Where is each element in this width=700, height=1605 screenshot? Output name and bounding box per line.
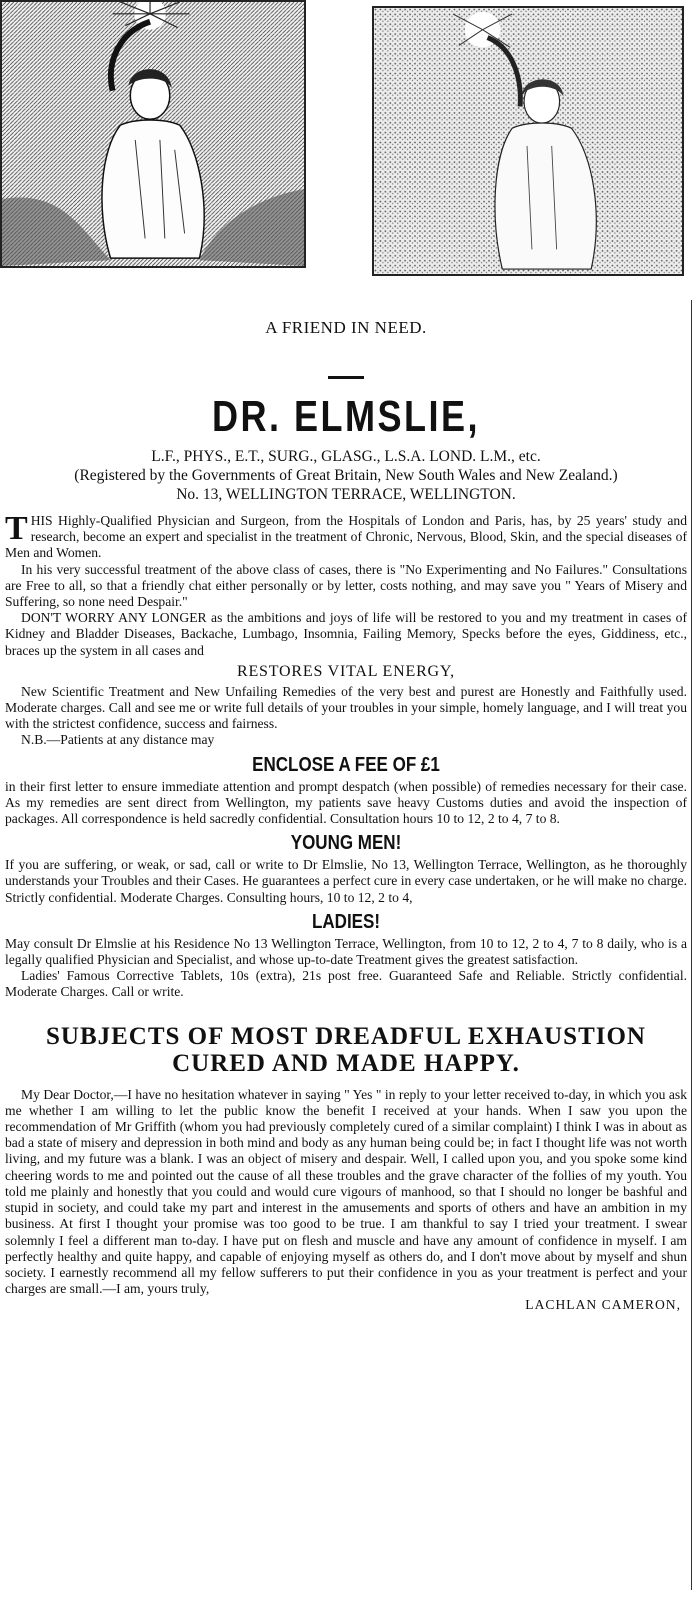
fee-heading: ENCLOSE A FEE OF £1 <box>252 753 440 776</box>
kicker-heading: A FRIEND IN NEED. <box>265 318 427 337</box>
dont-worry-paragraph: DON'T WORRY ANY LONGER as the ambitions and joys of life will be restored to you and my treatment in cases of Kidney and Bladder Diseases, Backache, Lumbago, Insomnia, Failing Memory, Specks before the eyes, Giddiness, etc., braces up the system in all cases and <box>5 610 687 658</box>
ladies-heading: LADIES! <box>312 910 380 933</box>
doctor-name-heading: DR. ELMSLIE, <box>211 392 481 441</box>
intro-paragraph <box>5 510 687 562</box>
experimenting-paragraph: In his very successful treatment of the above class of cases, there is "No Experimenting and No Failures." Consultations are Free to all, so that a friendly chat either personally or by letter, costs nothing, and may save you " Years of Misery and Suffering, so none need Despair." <box>5 561 687 610</box>
testimonial-signature: LACHLAN CAMERON, <box>525 1297 681 1313</box>
woman-with-lamp-illustration-left <box>0 0 306 268</box>
registration-line: (Registered by the Governments of Great Britain, New South Wales and New Zealand.) <box>74 467 618 484</box>
vital-energy-heading: RESTORES VITAL ENERGY, <box>237 662 455 680</box>
young-men-heading: YOUNG MEN! <box>290 832 402 855</box>
testimonial-heading <box>5 1023 687 1077</box>
fee-paragraph: in their first letter to ensure immediate attention and prompt despatch (when possible) of remedies necessary for their case. As my remedies are sent direct from Wellington, my patients save heavy Customs duties and avoid the inspection of packages. All correspondence is held sacredly confidential. Consultation hours 10 to 12, 2 to 4, 7 to 8. <box>5 778 687 827</box>
drop-cap: T <box>5 510 28 547</box>
separator-rule <box>328 376 364 379</box>
address-line: No. 13, WELLINGTON TERRACE, WELLINGTON. <box>176 486 516 503</box>
treatment-paragraph: New Scientific Treatment and New Unfailing Remedies of the very best and purest are Honestly and Faithfully used. Moderate charges. Call and see me or write full details of your troubles in your simple, homely language, and I will treat you with the strictest confidence, success and fairness. <box>5 683 687 732</box>
testimonial-heading-line-2: CURED AND MADE HAPPY. <box>172 1049 520 1077</box>
ladies-paragraph: May consult Dr Elmslie at his Residence No 13 Wellington Terrace, Wellington, from 10 to 12, 2 to 4, 7 to 8 daily, who is a legally qualified Physician and Specialist, and whose up-to-date Treatment gives the greatest satisfaction. <box>5 935 687 968</box>
intro-text: HIS Highly-Qualified Physician and Surgeon, from the Hospitals of London and Paris, has, by 25 years' study and research, become an expert and specialist in the treatment of Chronic, Nervous, Blood, Skin, and the special diseases of Men and Women. <box>5 513 687 561</box>
advertisement <box>5 318 687 1313</box>
qualifications-line: L.F., PHYS., E.T., SURG., GLASG., L.S.A. LOND. L.M., etc. <box>151 448 541 465</box>
tablets-paragraph: Ladies' Famous Corrective Tablets, 10s (extra), 21s post free. Guaranteed Safe and Reliable. Strictly confidential. Moderate Charges. Call or write. <box>5 968 687 1000</box>
nb-line: N.B.—Patients at any distance may <box>21 732 215 748</box>
testimonial-letter: My Dear Doctor,—I have no hesitation whatever in saying " Yes " in reply to your letter received to-day, in which you ask me whether I am willing to let the public know the benefit I received at your hands. When I saw you upon the recommendation of Mr Griffith (whom you had previously completely cured of a similar complaint) I think I was in about as bad a state of misery and depression in both mind and body as any human being could be; in fact I thought life was not worth living, and my future was a blank. I was an object of misery and despair. Well, I called upon you, and you spoke some kind cheering words to me and pointed out the cause of all these troubles and the grave character of the follies of my youth. You told me plainly and honestly that you could and would cure vigours of manhood, so that I should no longer be bashful and stupid in society, and could take my part and interest in the amusements and sports of others and have an ambition in my business. At first I thought your promise was too good to be true. I am thankful to say I tried your treatment. I swear solemnly I feel a different man to-day. I have put on flesh and muscle and have any amount of confidence in myself. I am perfectly healthy and quite happy, and capable of enjoying myself as others do, and I don't move about by myself and shun society. I earnestly recommend all my fellow sufferers to put their confidence in you as your treatment is perfect and your charges are small.—I am, yours truly, <box>5 1086 687 1297</box>
woman-with-lamp-illustration-right <box>372 6 684 276</box>
column-rule <box>691 300 692 1590</box>
young-men-paragraph: If you are suffering, or weak, or sad, call or write to Dr Elmslie, No 13, Wellington Terrace, Wellington, as he thoroughly understands your Troubles and their Cases. He guarantees a perfect cure in every case undertaken, or he will make no charge. Strictly confidential. Moderate Charges. Consulting hours, 10 to 12, 2 to 4, <box>5 857 687 905</box>
testimonial-heading-line-1: SUBJECTS OF MOST DREADFUL EXHAUSTION <box>45 1022 646 1050</box>
